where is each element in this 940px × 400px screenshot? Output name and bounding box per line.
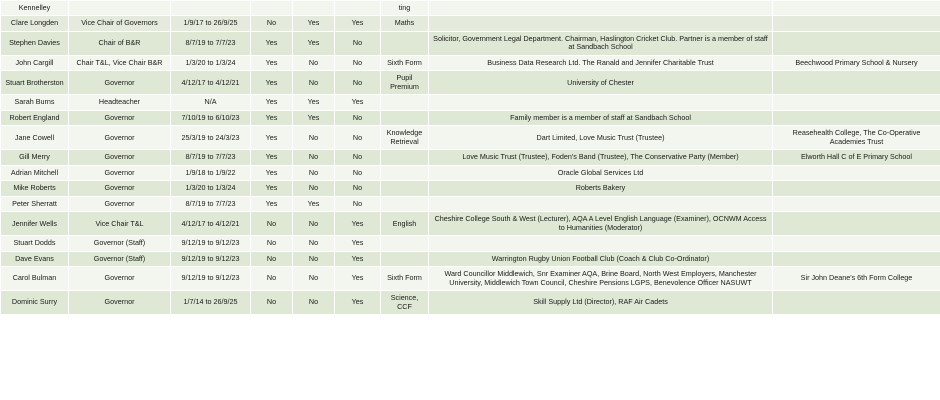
cell-interests: University of Chester — [429, 71, 773, 95]
cell-attendance-committee: Yes — [293, 16, 335, 31]
cell-link-area: English — [381, 212, 429, 236]
cell-term: 1/3/20 to 1/3/24 — [171, 181, 251, 196]
cell-attendance-other: No — [335, 150, 381, 165]
cell-attendance-committee: No — [293, 150, 335, 165]
cell-attendance-fgb: Yes — [251, 55, 293, 70]
cell-name: Gill Merry — [1, 150, 69, 165]
cell-attendance-fgb: No — [251, 291, 293, 315]
cell-name: Robert England — [1, 110, 69, 125]
table-row — [1, 31, 940, 55]
cell-attendance-fgb: Yes — [251, 196, 293, 211]
cell-attendance-other: Yes — [335, 16, 381, 31]
cell-other-establishments — [773, 95, 940, 110]
cell-attendance-committee: No — [293, 126, 335, 150]
cell-attendance-other: No — [335, 110, 381, 125]
table-row — [1, 16, 940, 31]
cell-other-establishments — [773, 291, 940, 315]
cell-name: Stuart Dodds — [1, 236, 69, 251]
cell-interests: Cheshire College South & West (Lecturer), AQA A Level English Language (Examiner), OCNWM Access to Humanities (Moderator) — [429, 212, 773, 236]
cell-name: Adrian Mitchell — [1, 165, 69, 180]
cell-term: N/A — [171, 95, 251, 110]
cell-attendance-committee: No — [293, 267, 335, 291]
cell-attendance-committee: No — [293, 291, 335, 315]
table-row — [1, 150, 940, 165]
cell-attendance-fgb: No — [251, 16, 293, 31]
cell-attendance-other: No — [335, 71, 381, 95]
cell-role: Governor — [69, 126, 171, 150]
table-row — [1, 110, 940, 125]
cell-interests: Dart Limited, Love Music Trust (Trustee) — [429, 126, 773, 150]
cell-term: 8/7/19 to 7/7/23 — [171, 31, 251, 55]
cell-interests: Oracle Global Services Ltd — [429, 165, 773, 180]
cell-link-area: Maths — [381, 16, 429, 31]
cell-link-area — [381, 31, 429, 55]
cell-other-establishments — [773, 196, 940, 211]
cell-attendance-other: No — [335, 126, 381, 150]
cell-other-establishments — [773, 165, 940, 180]
cell-attendance-fgb: Yes — [251, 181, 293, 196]
cell-attendance-committee: No — [293, 251, 335, 266]
cell-term: 9/12/19 to 9/12/23 — [171, 251, 251, 266]
cell-term: 1/9/18 to 1/9/22 — [171, 165, 251, 180]
table-body — [1, 1, 940, 315]
cell-role: Vice Chair of Governors — [69, 16, 171, 31]
cell-term: 25/3/19 to 24/3/23 — [171, 126, 251, 150]
cell-term: 9/12/19 to 9/12/23 — [171, 236, 251, 251]
cell-attendance-other: No — [335, 181, 381, 196]
cell-link-area — [381, 95, 429, 110]
cell-term: 4/12/17 to 4/12/21 — [171, 212, 251, 236]
cell-other-establishments — [773, 16, 940, 31]
cell-interests: Roberts Bakery — [429, 181, 773, 196]
cell-attendance-other: Yes — [335, 95, 381, 110]
cell-interests: Business Data Research Ltd. The Ranald and Jennifer Charitable Trust — [429, 55, 773, 70]
cell-role: Governor — [69, 196, 171, 211]
cell-attendance-fgb: Yes — [251, 95, 293, 110]
cell-attendance-other — [335, 1, 381, 16]
cell-name: Jennifer Wells — [1, 212, 69, 236]
table-row — [1, 267, 940, 291]
cell-name: Kennelley — [1, 1, 69, 16]
cell-role: Governor — [69, 150, 171, 165]
cell-attendance-committee: No — [293, 55, 335, 70]
cell-interests — [429, 196, 773, 211]
table-row — [1, 181, 940, 196]
cell-name: Stuart Brotherston — [1, 71, 69, 95]
cell-link-area: Sixth Form — [381, 267, 429, 291]
cell-term: 1/9/17 to 26/9/25 — [171, 16, 251, 31]
cell-role: Governor — [69, 110, 171, 125]
cell-link-area — [381, 196, 429, 211]
cell-term: 7/10/19 to 6/10/23 — [171, 110, 251, 125]
cell-attendance-committee: Yes — [293, 95, 335, 110]
table-row — [1, 251, 940, 266]
cell-attendance-fgb: Yes — [251, 31, 293, 55]
cell-other-establishments: Elworth Hall C of E Primary School — [773, 150, 940, 165]
table-row — [1, 236, 940, 251]
table-row — [1, 291, 940, 315]
cell-attendance-other: Yes — [335, 291, 381, 315]
cell-role: Governor — [69, 267, 171, 291]
cell-attendance-fgb: No — [251, 236, 293, 251]
cell-role: Governor (Staff) — [69, 236, 171, 251]
cell-attendance-committee: No — [293, 71, 335, 95]
cell-link-area — [381, 110, 429, 125]
cell-role: Governor — [69, 291, 171, 315]
cell-term: 1/7/14 to 26/9/25 — [171, 291, 251, 315]
cell-interests: Warrington Rugby Union Football Club (Coach & Club Co-Ordinator) — [429, 251, 773, 266]
cell-role: Chair of B&R — [69, 31, 171, 55]
cell-interests: Skill Supply Ltd (Director), RAF Air Cadets — [429, 291, 773, 315]
cell-attendance-committee: No — [293, 212, 335, 236]
cell-term: 1/3/20 to 1/3/24 — [171, 55, 251, 70]
cell-link-area: ting — [381, 1, 429, 16]
cell-attendance-other: No — [335, 31, 381, 55]
cell-other-establishments — [773, 267, 940, 291]
cell-attendance-other: Yes — [335, 251, 381, 266]
cell-link-area: Sixth Form — [381, 55, 429, 70]
cell-attendance-committee: Yes — [293, 110, 335, 125]
cell-attendance-committee: Yes — [293, 31, 335, 55]
cell-role — [69, 1, 171, 16]
cell-interests — [429, 1, 773, 16]
cell-other-establishments — [773, 71, 940, 95]
cell-name: Peter Sherratt — [1, 196, 69, 211]
cell-other-establishments — [773, 110, 940, 125]
cell-name: Clare Longden — [1, 16, 69, 31]
cell-attendance-other: Yes — [335, 267, 381, 291]
table-row — [1, 55, 940, 70]
cell-attendance-committee: Yes — [293, 196, 335, 211]
cell-attendance-other: No — [335, 165, 381, 180]
cell-attendance-fgb: No — [251, 212, 293, 236]
cell-other-establishments — [773, 212, 940, 236]
table-row — [1, 1, 940, 16]
table-row — [1, 126, 940, 150]
cell-other-establishments: Reasehealth College, The Co-Operative Academies Trust — [773, 126, 940, 150]
cell-role: Governor — [69, 165, 171, 180]
cell-other-establishments — [773, 181, 940, 196]
cell-term: 8/7/19 to 7/7/23 — [171, 150, 251, 165]
cell-attendance-fgb: No — [251, 267, 293, 291]
cell-name: Mike Roberts — [1, 181, 69, 196]
cell-interests: Love Music Trust (Trustee), Foden's Band (Trustee), The Conservative Party (Member) — [429, 150, 773, 165]
cell-attendance-other: Yes — [335, 236, 381, 251]
cell-interests: Family member is a member of staff at Sandbach School — [429, 110, 773, 125]
cell-attendance-committee — [293, 1, 335, 16]
cell-link-area: Science, CCF — [381, 291, 429, 315]
cell-link-area — [381, 150, 429, 165]
other-establishment-text: Sir John Deane's 6th Form College — [800, 273, 913, 283]
cell-name: Stephen Davies — [1, 31, 69, 55]
cell-link-area — [381, 165, 429, 180]
cell-name: Dave Evans — [1, 251, 69, 266]
cell-link-area: Knowledge Retrieval — [381, 126, 429, 150]
cell-name: Jane Cowell — [1, 126, 69, 150]
table-row — [1, 165, 940, 180]
cell-attendance-committee: No — [293, 181, 335, 196]
table-row — [1, 212, 940, 236]
cell-attendance-committee: No — [293, 165, 335, 180]
cell-role: Governor — [69, 71, 171, 95]
table-row — [1, 196, 940, 211]
cell-term — [171, 1, 251, 16]
cell-link-area — [381, 236, 429, 251]
cell-attendance-fgb: Yes — [251, 71, 293, 95]
cell-other-establishments: Beechwood Primary School & Nursery — [773, 55, 940, 70]
table-row — [1, 71, 940, 95]
cell-attendance-fgb: Yes — [251, 165, 293, 180]
cell-link-area — [381, 181, 429, 196]
cell-attendance-fgb: No — [251, 251, 293, 266]
cell-other-establishments — [773, 251, 940, 266]
cell-other-establishments — [773, 1, 940, 16]
cell-name: Carol Bulman — [1, 267, 69, 291]
cell-interests: Solicitor, Government Legal Department. Chairman, Haslington Cricket Club. Partner is a member of staff at Sandbach School — [429, 31, 773, 55]
cell-attendance-fgb: Yes — [251, 150, 293, 165]
cell-role: Governor — [69, 181, 171, 196]
cell-role: Vice Chair T&L — [69, 212, 171, 236]
cell-role: Chair T&L, Vice Chair B&R — [69, 55, 171, 70]
cell-term: 8/7/19 to 7/7/23 — [171, 196, 251, 211]
cell-name: John Cargill — [1, 55, 69, 70]
cell-role: Governor (Staff) — [69, 251, 171, 266]
cell-interests: Ward Councillor Middlewich, Snr Examiner AQA, Brine Board, North West Employers, Manchester University, Middlewich Town Council, Cheshire Pensions LGPS, Benevolence Officer NASUWT — [429, 267, 773, 291]
cell-attendance-fgb: Yes — [251, 110, 293, 125]
cell-name: Sarah Burns — [1, 95, 69, 110]
cell-interests — [429, 16, 773, 31]
cell-name: Dominic Surry — [1, 291, 69, 315]
cell-other-establishments — [773, 31, 940, 55]
cell-link-area — [381, 251, 429, 266]
cell-attendance-other: Yes — [335, 212, 381, 236]
cell-attendance-other: No — [335, 55, 381, 70]
cell-attendance-fgb: Yes — [251, 126, 293, 150]
cell-attendance-other: No — [335, 196, 381, 211]
cell-attendance-committee: No — [293, 236, 335, 251]
cell-interests — [429, 95, 773, 110]
cell-interests — [429, 236, 773, 251]
cell-term: 4/12/17 to 4/12/21 — [171, 71, 251, 95]
table-row — [1, 95, 940, 110]
cell-term: 9/12/19 to 9/12/23 — [171, 267, 251, 291]
cell-attendance-fgb — [251, 1, 293, 16]
cell-other-establishments — [773, 236, 940, 251]
cell-link-area: Pupil Premium — [381, 71, 429, 95]
cell-role: Headteacher — [69, 95, 171, 110]
